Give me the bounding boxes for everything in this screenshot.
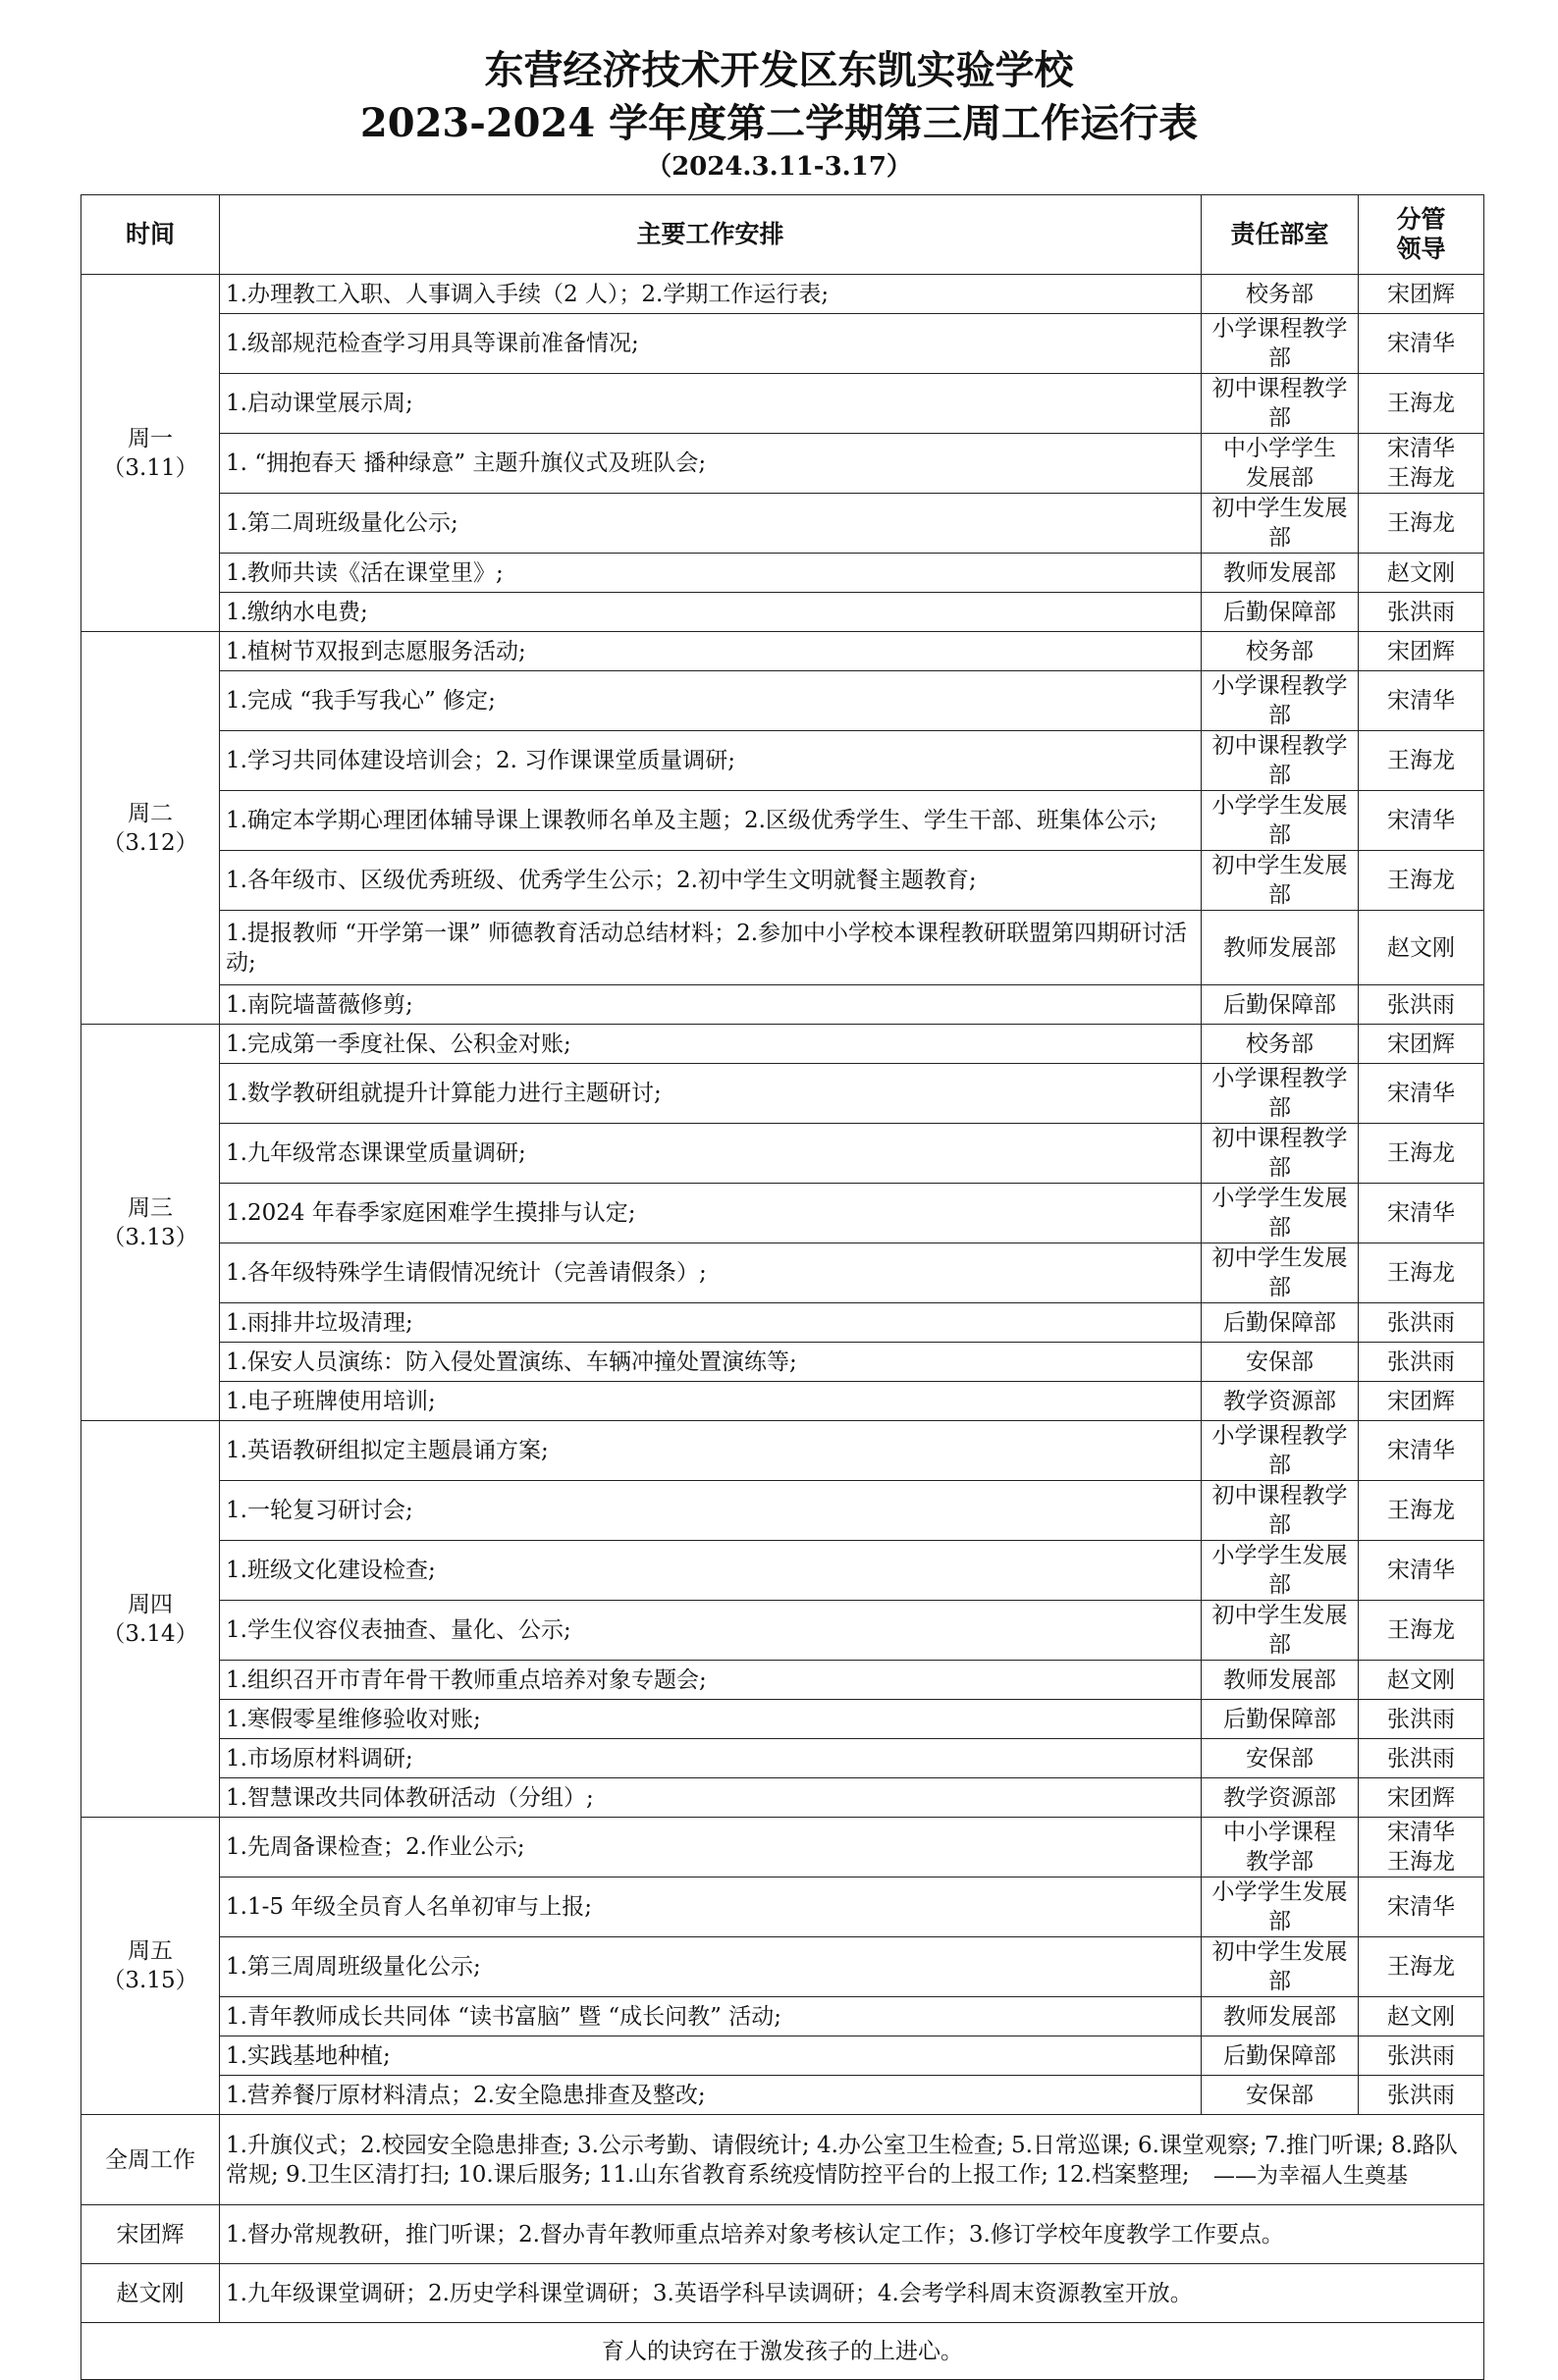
dept-line: 后勤保障部	[1223, 991, 1336, 1018]
table-row	[81, 1303, 1484, 1343]
dept-cell	[1202, 791, 1359, 851]
table-row	[81, 1421, 1484, 1481]
task-cell: 1.英语教研组拟定主题晨诵方案;	[220, 1421, 1202, 1481]
leader-line: 宋清华	[1387, 1200, 1455, 1226]
leader-cell	[1359, 1421, 1484, 1481]
dept-line: 小学学生发展部	[1211, 1879, 1348, 1934]
dept-cell	[1202, 374, 1359, 434]
task-cell: 1.各年级特殊学生请假情况统计（完善请假条）;	[220, 1243, 1202, 1303]
dept-line: 中小学学生	[1223, 436, 1336, 461]
dept-line: 后勤保障部	[1223, 599, 1336, 625]
table-row	[81, 1541, 1484, 1601]
dept-cell	[1202, 2076, 1359, 2115]
day-date: （3.12）	[102, 829, 198, 856]
task-cell: 1.启动课堂展示周;	[220, 374, 1202, 434]
task-cell: 1.市场原材料调研;	[220, 1739, 1202, 1778]
table-row	[81, 851, 1484, 911]
leader-row	[81, 2205, 1484, 2264]
dept-line: 小学课程教学部	[1211, 316, 1348, 371]
task-cell: 1.植树节双报到志愿服务活动;	[220, 632, 1202, 671]
leader-cell	[1359, 851, 1484, 911]
dept-cell	[1202, 1343, 1359, 1382]
dept-line: 校务部	[1246, 1031, 1314, 1057]
dept-line: 教学部	[1246, 1849, 1314, 1875]
dept-cell	[1202, 1818, 1359, 1878]
day-date: （3.14）	[102, 1620, 198, 1647]
dept-line: 初中学生发展部	[1211, 496, 1348, 551]
dept-cell	[1202, 434, 1359, 494]
leader-line: 张洪雨	[1387, 599, 1455, 625]
table-row	[81, 1997, 1484, 2036]
dept-line: 小学课程教学部	[1211, 673, 1348, 728]
table-row	[81, 2076, 1484, 2115]
task-cell: 1.学习共同体建设培训会；2. 习作课课堂质量调研;	[220, 731, 1202, 791]
leader-cell	[1359, 1481, 1484, 1541]
leader-cell	[1359, 1541, 1484, 1601]
leader-cell	[1359, 1184, 1484, 1243]
dept-cell	[1202, 2036, 1359, 2076]
leader-line: 宋清华	[1387, 1894, 1455, 1920]
dept-cell	[1202, 1778, 1359, 1818]
table-row	[81, 1818, 1484, 1878]
table-row	[81, 1025, 1484, 1064]
day-cell	[81, 1818, 220, 2115]
day-date: （3.11）	[102, 454, 198, 481]
dept-line: 后勤保障部	[1223, 1309, 1336, 1336]
table-row	[81, 1700, 1484, 1739]
leader-header-line1: 分管	[1396, 205, 1446, 234]
day-name: 周二	[128, 800, 173, 826]
task-cell: 1.级部规范检查学习用具等课前准备情况;	[220, 314, 1202, 374]
task-cell: 1. “拥抱春天 播种绿意” 主题升旗仪式及班队会;	[220, 434, 1202, 494]
dept-cell	[1202, 1878, 1359, 1937]
leader-cell	[1359, 1124, 1484, 1184]
dept-line: 小学课程教学部	[1211, 1066, 1348, 1121]
dept-cell	[1202, 1541, 1359, 1601]
col-work-header: 主要工作安排	[220, 195, 1202, 275]
task-cell: 1.一轮复习研讨会;	[220, 1481, 1202, 1541]
leader-cell	[1359, 1064, 1484, 1124]
leader-cell	[1359, 1303, 1484, 1343]
dept-cell	[1202, 911, 1359, 985]
day-cell	[81, 1025, 220, 1421]
dept-cell	[1202, 1243, 1359, 1303]
dept-line: 教学资源部	[1223, 1388, 1336, 1414]
dept-cell	[1202, 1997, 1359, 2036]
leader-line: 张洪雨	[1387, 991, 1455, 1018]
task-cell: 1.学生仪容仪表抽查、量化、公示;	[220, 1601, 1202, 1661]
leader-duties: 1.九年级课堂调研；2.历史学科课堂调研；3.英语学科早读调研；4.会考学科周末资源教室开放。	[220, 2264, 1484, 2323]
leader-cell	[1359, 1778, 1484, 1818]
dept-cell	[1202, 314, 1359, 374]
leader-line: 宋清华	[1387, 808, 1455, 833]
task-cell: 1.保安人员演练：防入侵处置演练、车辆冲撞处置演练等;	[220, 1343, 1202, 1382]
leader-line: 张洪雨	[1387, 1745, 1455, 1772]
table-row	[81, 1124, 1484, 1184]
dept-cell	[1202, 1382, 1359, 1421]
leader-line: 王海龙	[1387, 465, 1455, 491]
leader-header-line2: 领导	[1396, 235, 1446, 263]
weekly-text: 1.升旗仪式；2.校园安全隐患排查; 3.公示考勤、请假统计; 4.办公室卫生检查; 5.日常巡课; 6.课堂观察; 7.推门听课; 8.路队常规; 9.卫生区清打扫; 10.课后服务; 11.山东省教育系统疫情防控平台的上报工作; 12.档案整理;	[220, 2115, 1484, 2205]
leader-line: 张洪雨	[1387, 2082, 1455, 2108]
task-cell: 1.南院墙蔷薇修剪;	[220, 985, 1202, 1025]
leader-duties: 1.督办常规教研，推门听课；2.督办青年教师重点培养对象考核认定工作；3.修订学校年度教学工作要点。	[220, 2205, 1484, 2264]
task-cell: 1.寒假零星维修验收对账;	[220, 1700, 1202, 1739]
dept-line: 教师发展部	[1223, 934, 1336, 961]
dept-line: 初中学生发展部	[1211, 1939, 1348, 1994]
leader-cell	[1359, 374, 1484, 434]
dept-line: 初中课程教学部	[1211, 376, 1348, 431]
task-cell: 1.组织召开市青年骨干教师重点培养对象专题会;	[220, 1661, 1202, 1700]
task-cell: 1.先周备课检查；2.作业公示;	[220, 1818, 1202, 1878]
task-cell: 1.九年级常态课课堂质量调研;	[220, 1124, 1202, 1184]
dept-line: 初中学生发展部	[1211, 853, 1348, 908]
leader-cell	[1359, 671, 1484, 731]
day-cell	[81, 1421, 220, 1818]
leader-line: 王海龙	[1387, 1260, 1455, 1286]
dept-cell	[1202, 1481, 1359, 1541]
leader-row	[81, 2264, 1484, 2323]
day-name: 周一	[128, 425, 173, 451]
day-name: 周三	[128, 1194, 173, 1221]
leader-cell	[1359, 632, 1484, 671]
dept-line: 后勤保障部	[1223, 1706, 1336, 1732]
leader-cell	[1359, 1025, 1484, 1064]
task-cell: 1.1-5 年级全员育人名单初审与上报;	[220, 1878, 1202, 1937]
table-row	[81, 2036, 1484, 2076]
task-cell: 1.电子班牌使用培训;	[220, 1382, 1202, 1421]
dept-cell	[1202, 1937, 1359, 1997]
leader-line: 宋团辉	[1387, 281, 1455, 307]
leader-cell	[1359, 1700, 1484, 1739]
task-cell: 1.第二周班级量化公示;	[220, 494, 1202, 554]
table-row	[81, 1184, 1484, 1243]
leader-cell	[1359, 1739, 1484, 1778]
table-row	[81, 1878, 1484, 1937]
leader-line: 王海龙	[1387, 1849, 1455, 1875]
task-cell: 1.营养餐厅原材料清点；2.安全隐患排查及整改;	[220, 2076, 1202, 2115]
leader-cell	[1359, 1601, 1484, 1661]
dept-line: 后勤保障部	[1223, 2042, 1336, 2069]
leader-line: 宋清华	[1387, 688, 1455, 714]
leader-line: 宋清华	[1387, 1820, 1455, 1845]
table-row	[81, 593, 1484, 632]
dept-cell	[1202, 1700, 1359, 1739]
dept-cell	[1202, 632, 1359, 671]
task-cell: 1.雨排井垃圾清理;	[220, 1303, 1202, 1343]
motto-row	[81, 2323, 1484, 2380]
table-row	[81, 275, 1484, 314]
day-date: （3.15）	[102, 1968, 198, 1993]
footer-slogan: ——为幸福人生奠基	[1213, 2164, 1409, 2189]
table-row	[81, 1937, 1484, 1997]
dept-cell	[1202, 1661, 1359, 1700]
leader-line: 王海龙	[1387, 1954, 1455, 1980]
table-row	[81, 1064, 1484, 1124]
leader-line: 宋清华	[1387, 1438, 1455, 1463]
leader-line: 赵文刚	[1387, 1666, 1455, 1693]
leader-line: 宋清华	[1387, 331, 1455, 356]
day-name: 周五	[128, 1938, 173, 1964]
table-row	[81, 1481, 1484, 1541]
task-cell: 1.各年级市、区级优秀班级、优秀学生公示；2.初中学生文明就餐主题教育;	[220, 851, 1202, 911]
task-cell: 1.数学教研组就提升计算能力进行主题研讨;	[220, 1064, 1202, 1124]
dept-line: 初中学生发展部	[1211, 1245, 1348, 1300]
task-cell: 1.完成第一季度社保、公积金对账;	[220, 1025, 1202, 1064]
leader-line: 赵文刚	[1387, 934, 1455, 961]
dept-line: 发展部	[1246, 465, 1314, 491]
dept-cell	[1202, 1064, 1359, 1124]
task-cell: 1.青年教师成长共同体 “读书富脑” 暨 “成长问教” 活动;	[220, 1997, 1202, 2036]
leader-cell	[1359, 1937, 1484, 1997]
dept-cell	[1202, 731, 1359, 791]
table-row	[81, 1601, 1484, 1661]
leader-cell	[1359, 2076, 1484, 2115]
leader-cell	[1359, 314, 1484, 374]
leader-line: 王海龙	[1387, 1617, 1455, 1643]
table-row	[81, 791, 1484, 851]
dept-cell	[1202, 1421, 1359, 1481]
table-row	[81, 1343, 1484, 1382]
table-row	[81, 1778, 1484, 1818]
task-cell: 1.提报教师 “开学第一课” 师德教育活动总结材料；2.参加中小学校本课程教研联盟第四期研讨活动;	[220, 911, 1202, 985]
leader-cell	[1359, 985, 1484, 1025]
dept-cell	[1202, 1124, 1359, 1184]
leader-line: 王海龙	[1387, 868, 1455, 893]
leader-cell	[1359, 911, 1484, 985]
dept-cell	[1202, 494, 1359, 554]
dept-line: 校务部	[1246, 638, 1314, 664]
day-cell	[81, 632, 220, 1025]
task-cell: 1.智慧课改共同体教研活动（分组）;	[220, 1778, 1202, 1818]
dept-line: 安保部	[1246, 2082, 1314, 2108]
weekly-label: 全周工作	[81, 2115, 220, 2205]
leader-line: 宋清华	[1387, 1081, 1455, 1106]
header-row	[81, 195, 1484, 275]
dept-cell	[1202, 985, 1359, 1025]
task-cell: 1.确定本学期心理团体辅导课上课教师名单及主题；2.区级优秀学生、学生干部、班集体公示;	[220, 791, 1202, 851]
leader-line: 张洪雨	[1387, 1309, 1455, 1336]
task-cell: 1.实践基地种植;	[220, 2036, 1202, 2076]
dept-cell	[1202, 593, 1359, 632]
day-date: （3.13）	[102, 1224, 198, 1250]
table-row	[81, 314, 1484, 374]
motto-text: 育人的诀窍在于激发孩子的上进心。	[81, 2323, 1484, 2380]
leader-line: 王海龙	[1387, 391, 1455, 416]
table-row	[81, 1243, 1484, 1303]
date-range: （2024.3.11-3.17）	[646, 152, 912, 182]
task-cell: 1.班级文化建设检查;	[220, 1541, 1202, 1601]
task-cell: 1.完成 “我手写我心” 修定;	[220, 671, 1202, 731]
dept-line: 初中课程教学部	[1211, 733, 1348, 788]
task-cell: 1.第三周周班级量化公示;	[220, 1937, 1202, 1997]
dept-line: 小学学生发展部	[1211, 1186, 1348, 1241]
leader-line: 王海龙	[1387, 510, 1455, 536]
task-cell: 1.缴纳水电费;	[220, 593, 1202, 632]
dept-cell	[1202, 1739, 1359, 1778]
dept-line: 教学资源部	[1223, 1784, 1336, 1811]
table-row	[81, 1661, 1484, 1700]
table-row	[81, 731, 1484, 791]
leader-line: 张洪雨	[1387, 1706, 1455, 1732]
leader-cell	[1359, 1243, 1484, 1303]
page-title: 东营经济技术开发区东凯实验学校	[484, 47, 1074, 93]
day-cell	[81, 275, 220, 632]
leader-cell	[1359, 1818, 1484, 1878]
leader-cell	[1359, 1997, 1484, 2036]
table-row	[81, 911, 1484, 985]
dept-line: 教师发展部	[1223, 559, 1336, 586]
leader-cell	[1359, 494, 1484, 554]
leader-line: 宋团辉	[1387, 1784, 1455, 1811]
dept-line: 安保部	[1246, 1349, 1314, 1375]
leader-line: 王海龙	[1387, 1498, 1455, 1523]
leader-cell	[1359, 1878, 1484, 1937]
col-time-header: 时间	[81, 195, 220, 275]
dept-cell	[1202, 1184, 1359, 1243]
leader-cell	[1359, 275, 1484, 314]
dept-cell	[1202, 851, 1359, 911]
day-name: 周四	[128, 1591, 173, 1617]
schedule-body	[81, 275, 1484, 2380]
dept-cell	[1202, 671, 1359, 731]
dept-cell	[1202, 1025, 1359, 1064]
leader-cell	[1359, 434, 1484, 494]
table-row	[81, 554, 1484, 593]
dept-line: 初中课程教学部	[1211, 1483, 1348, 1538]
dept-cell	[1202, 1303, 1359, 1343]
task-cell: 1.教师共读《活在课堂里》;	[220, 554, 1202, 593]
task-cell: 1.2024 年春季家庭困难学生摸排与认定;	[220, 1184, 1202, 1243]
leader-label: 赵文刚	[81, 2264, 220, 2323]
table-row	[81, 985, 1484, 1025]
dept-cell	[1202, 275, 1359, 314]
dept-line: 小学学生发展部	[1211, 1543, 1348, 1598]
dept-line: 安保部	[1246, 1745, 1314, 1772]
dept-line: 初中课程教学部	[1211, 1126, 1348, 1181]
leader-cell	[1359, 1661, 1484, 1700]
dept-line: 小学课程教学部	[1211, 1423, 1348, 1478]
col-leader-header	[1359, 195, 1484, 275]
leader-cell	[1359, 1343, 1484, 1382]
leader-line: 赵文刚	[1387, 559, 1455, 586]
leader-line: 宋团辉	[1387, 1031, 1455, 1057]
leader-cell	[1359, 1382, 1484, 1421]
leader-line: 赵文刚	[1387, 2003, 1455, 2030]
schedule-table	[81, 194, 1484, 2380]
table-row	[81, 1739, 1484, 1778]
col-dept-header: 责任部室	[1202, 195, 1359, 275]
dept-line: 教师发展部	[1223, 1666, 1336, 1693]
task-cell: 1.办理教工入职、人事调入手续（2 人）；2.学期工作运行表;	[220, 275, 1202, 314]
leader-cell	[1359, 593, 1484, 632]
table-row	[81, 1382, 1484, 1421]
leader-line: 张洪雨	[1387, 1349, 1455, 1375]
dept-line: 教师发展部	[1223, 2003, 1336, 2030]
table-row	[81, 632, 1484, 671]
leader-cell	[1359, 554, 1484, 593]
leader-cell	[1359, 731, 1484, 791]
leader-line: 王海龙	[1387, 748, 1455, 773]
dept-line: 初中学生发展部	[1211, 1603, 1348, 1658]
leader-cell	[1359, 2036, 1484, 2076]
page-subtitle: 2023-2024 学年度第二学期第三周工作运行表	[359, 100, 1199, 146]
leader-line: 张洪雨	[1387, 2042, 1455, 2069]
table-row	[81, 434, 1484, 494]
table-row	[81, 494, 1484, 554]
dept-line: 中小学课程	[1223, 1820, 1336, 1845]
leader-line: 宋清华	[1387, 436, 1455, 461]
table-row	[81, 374, 1484, 434]
leader-line: 王海龙	[1387, 1140, 1455, 1166]
table-row	[81, 671, 1484, 731]
leader-cell	[1359, 791, 1484, 851]
dept-line: 小学学生发展部	[1211, 793, 1348, 848]
leader-label: 宋团辉	[81, 2205, 220, 2264]
leader-line: 宋团辉	[1387, 638, 1455, 664]
dept-cell	[1202, 1601, 1359, 1661]
dept-line: 校务部	[1246, 281, 1314, 307]
dept-cell	[1202, 554, 1359, 593]
leader-line: 宋团辉	[1387, 1388, 1455, 1414]
leader-line: 宋清华	[1387, 1558, 1455, 1583]
